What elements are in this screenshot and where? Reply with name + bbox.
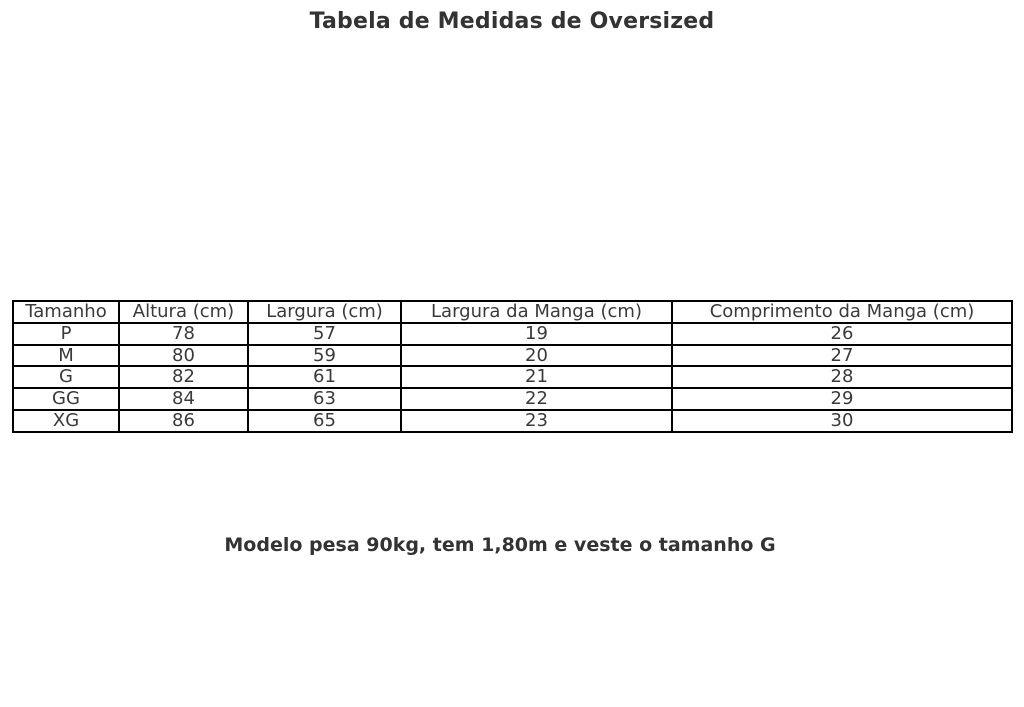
size-cell: G	[13, 366, 119, 388]
table-row	[13, 345, 1012, 367]
measurements-table	[12, 300, 1013, 433]
table-row	[13, 388, 1012, 410]
model-note: Modelo pesa 90kg, tem 1,80m e veste o tamanho G	[224, 534, 776, 556]
size-cell: XG	[13, 410, 119, 432]
measurement-cell: 57	[248, 323, 401, 345]
measurement-cell: 65	[248, 410, 401, 432]
measurement-cell: 61	[248, 366, 401, 388]
measurement-cell: 27	[672, 345, 1012, 367]
page-title: Tabela de Medidas de Oversized	[309, 9, 715, 34]
table-row	[13, 366, 1012, 388]
column-header: Tamanho	[13, 301, 119, 323]
column-header: Comprimento da Manga (cm)	[672, 301, 1012, 323]
measurement-cell: 59	[248, 345, 401, 367]
measurement-cell: 29	[672, 388, 1012, 410]
measurement-cell: 78	[119, 323, 248, 345]
column-header: Largura (cm)	[248, 301, 401, 323]
measurement-cell: 28	[672, 366, 1012, 388]
measurement-cell: 86	[119, 410, 248, 432]
header-row	[13, 301, 1012, 323]
measurement-cell: 19	[401, 323, 672, 345]
measurement-cell: 20	[401, 345, 672, 367]
measurement-cell: 82	[119, 366, 248, 388]
size-cell: GG	[13, 388, 119, 410]
table-row	[13, 323, 1012, 345]
measurement-cell: 84	[119, 388, 248, 410]
measurement-cell: 22	[401, 388, 672, 410]
size-cell: P	[13, 323, 119, 345]
measurement-cell: 80	[119, 345, 248, 367]
column-header: Altura (cm)	[119, 301, 248, 323]
size-cell: M	[13, 345, 119, 367]
measurement-cell: 21	[401, 366, 672, 388]
measurement-cell: 26	[672, 323, 1012, 345]
measurement-cell: 30	[672, 410, 1012, 432]
table-row	[13, 410, 1012, 432]
size-table-container	[12, 300, 1013, 433]
measurement-cell: 23	[401, 410, 672, 432]
measurement-cell: 63	[248, 388, 401, 410]
column-header: Largura da Manga (cm)	[401, 301, 672, 323]
